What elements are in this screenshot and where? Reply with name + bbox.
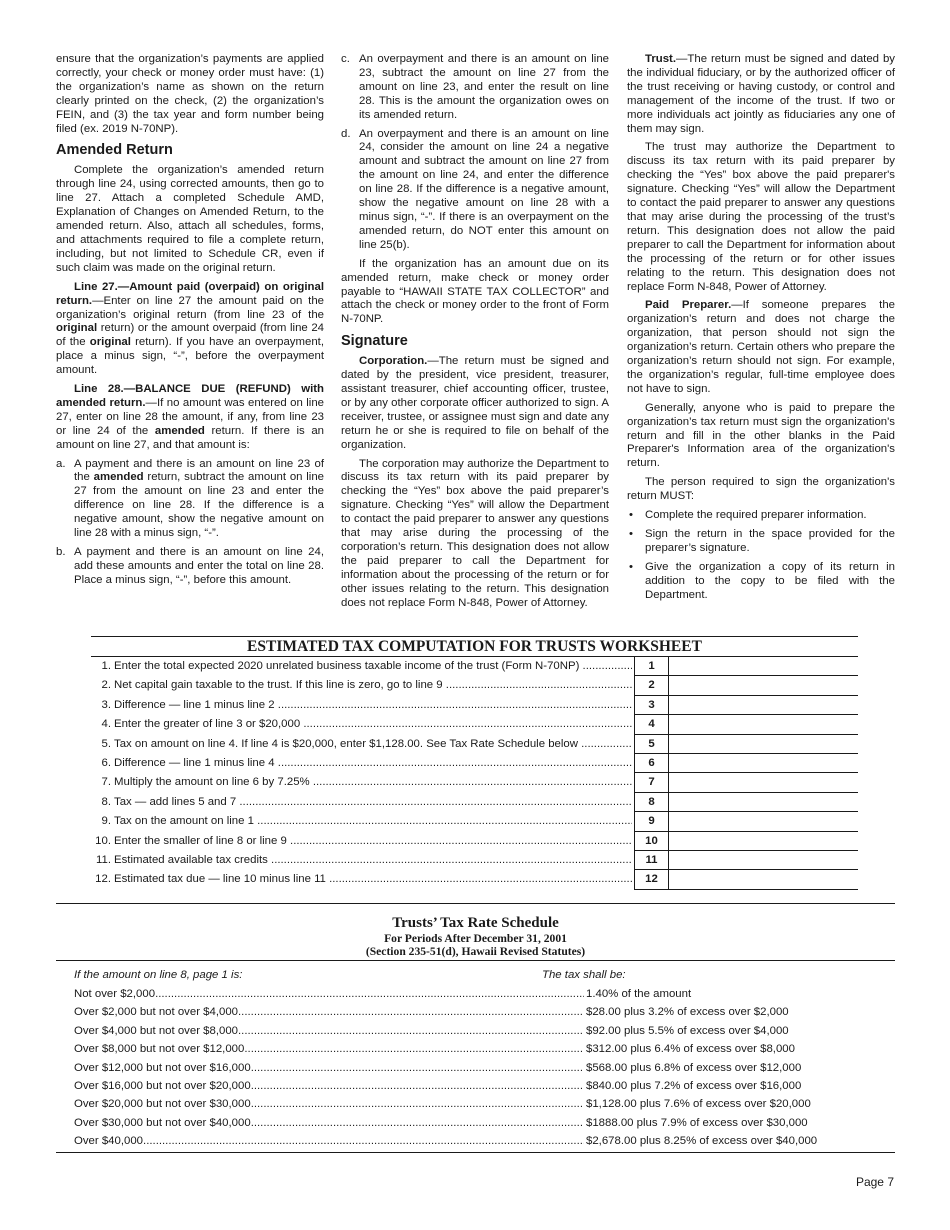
line-number-box: 2: [634, 676, 669, 695]
rate-row: Over $2,000 but not over $4,000 ..... $28.00 plus 3.2% of excess over $2,000: [74, 1003, 864, 1021]
rate-schedule-header: [56, 915, 895, 958]
amended-return-paragraph: Complete the organization’s amended return through line 24, using corrected amounts, then go to line 27. Attach a completed Schedule AMD, Explanation of Changes on Amended Return, to the amended return. Also, attach all schedules, forms, and attachments required to file a complete return, including, but not limited to Schedule CR, even if such claim was made on the original return.: [56, 164, 324, 274]
line-number-box: 4: [634, 715, 669, 734]
line-number-box: 1: [634, 657, 669, 676]
rate-schedule-rule: [56, 960, 895, 961]
signature-heading: Signature: [341, 333, 408, 350]
corporation-label: Corporation.: [359, 355, 428, 368]
rate-schedule-table: [74, 985, 864, 1151]
amount-due-paragraph: If the organization has an amount due on its amended return, make check or money order payable to “HAWAII STATE TAX COLLECTOR” and attach the check or money order to the front of Form N-70NP.: [341, 257, 609, 326]
corporation-paragraph: Corporation.—The return must be signed and dated by the president, vice president, treasurer, assistant treasurer, chief accounting officer, trustee, or by any other corporate officer authorized to sign. A receiver, trustee, or assignee must sign and date any return he or she is required to file on behalf of the organization.: [341, 355, 609, 451]
worksheet-row: 6. Difference — line 1 minus line 4 ..... 6: [91, 754, 858, 773]
paid-preparer-paragraph: Paid Preparer.—If someone prepares the organization’s return and does not charge the organization, that person should not sign the organization’s return. Certain others who prepare the organization’s return should not sign. For example, the organization’s regular, full-time employee does not have to sign.: [627, 299, 895, 395]
line27-heading: Line 27.—Amount paid (overpaid) on original return.: [56, 280, 324, 307]
rate-row: Not over $2,000 ..... 1.40% of the amount: [74, 985, 864, 1003]
line-number-box: 12: [634, 870, 669, 889]
must-paragraph: The person required to sign the organization's return MUST:: [627, 476, 895, 503]
worksheet-row: 4. Enter the greater of line 3 or $20,000 ..... 4: [91, 715, 858, 734]
line-number-box: 8: [634, 793, 669, 812]
line-number-box: 7: [634, 773, 669, 792]
rate-row: Over $20,000 but not over $30,000 ..... $1,128.00 plus 7.6% of excess over $20,000: [74, 1095, 864, 1113]
column-right: [627, 53, 895, 608]
amount-entry-field[interactable]: [669, 832, 858, 851]
line-number-box: 9: [634, 812, 669, 831]
amount-entry-field[interactable]: [669, 696, 858, 715]
worksheet-row: 7. Multiply the amount on line 6 by 7.25% ..... 7: [91, 773, 858, 792]
paid-preparer-label: Paid Preparer.: [645, 299, 732, 312]
worksheet-row: 8. Tax — add lines 5 and 7 ..... 8: [91, 793, 858, 812]
list-item-b: b. A payment and there is an amount on line 24, add these amounts and enter the total on line 28. Place a minus sign, “-”, before this amount.: [56, 546, 324, 586]
rate-schedule-title: Trusts’ Tax Rate Schedule: [392, 915, 559, 931]
column-middle: [341, 53, 609, 616]
worksheet-row: 3. Difference — line 1 minus line 2 ..... 3: [91, 696, 858, 715]
amount-entry-field[interactable]: [669, 812, 858, 831]
section-divider: [56, 903, 895, 904]
worksheet-row: 2. Net capital gain taxable to the trust. If this line is zero, go to line 9 ..... 2: [91, 676, 858, 695]
amount-entry-field[interactable]: [669, 754, 858, 773]
bullet-icon: •: [629, 528, 633, 540]
line28-heading: Line 28.—BALANCE DUE (REFUND) with: [74, 383, 324, 396]
bullet-item: • Give the organization a copy of its return in addition to the copy to be filed with the Department.: [629, 560, 895, 601]
trust-label: Trust.: [645, 53, 677, 65]
amount-entry-field[interactable]: [669, 851, 858, 870]
column-left: [56, 53, 324, 593]
bullet-item: • Complete the required preparer information.: [629, 509, 867, 522]
worksheet-row: 9. Tax on the amount on line 1 ..... 9: [91, 812, 858, 831]
bullet-icon: •: [629, 560, 633, 573]
list-item-a: a. A payment and there is an amount on line 23 of the amended return, subtract the amount on line 27 from the amount on line 23 and enter the difference on line 28. If the difference is a negative amount, show the negative amount on line 28 with a minus sign, “-”.: [56, 457, 325, 540]
line-number-box: 5: [634, 735, 669, 754]
line-number-box: 11: [634, 851, 669, 870]
amended-return-heading: Amended Return: [56, 142, 173, 159]
amount-entry-field[interactable]: [669, 793, 858, 812]
generally-paragraph: Generally, anyone who is paid to prepare the organization’s tax return must sign the organization's return and fill in the other blanks in the Paid Preparer's Information area of the organization's return.: [627, 401, 895, 470]
bullet-icon: •: [629, 509, 633, 522]
line28-paragraph: Line 28.—BALANCE DUE (REFUND) with amended return.—If no amount was entered on line 27, enter on line 28 the amount, if any, from line 23 or line 24 of the amended return. If there is an amount on line 27, and that amount is:: [56, 383, 325, 451]
line27-paragraph: Line 27.—Amount paid (overpaid) on original return.—Enter on line 27 the amount paid on the organization’s original return (from line 23 of the original return) or the amount overpaid (from line 24 of the original return). If you have an overpayment, place a minus sign, “-”, before the overpayment amount.: [56, 280, 324, 377]
amount-entry-field[interactable]: [669, 735, 858, 754]
payment-note-paragraph: ensure that the organization’s payments are applied correctly, your check or money order must have: (1) the organization’s name as shown on the return clearly printed on the check, (2) the organization’s FEIN, and (3) the tax year and form number being filed (ex. 2019 N-70NP).: [56, 53, 324, 135]
estimated-tax-worksheet: [91, 636, 858, 890]
page-number: Page 7: [855, 1175, 894, 1189]
list-item-c: c. An overpayment and there is an amount on line 23, subtract the amount on line 27 from the amount on line 23, and enter the result on line 28. This is the amount the organization owes on its amended return.: [341, 53, 609, 121]
amount-entry-field[interactable]: [669, 870, 858, 889]
column-header-amount: If the amount on line 8, page 1 is:: [74, 969, 243, 981]
worksheet-title: ESTIMATED TAX COMPUTATION FOR TRUSTS WORKSHEET: [91, 636, 858, 657]
line-number-box: 6: [634, 754, 669, 773]
rate-row: Over $12,000 but not over $16,000 ..... $568.00 plus 6.8% of excess over $12,000: [74, 1059, 864, 1077]
bullet-item: • Sign the return in the space provided for the preparer’s signature.: [629, 528, 895, 554]
line-number-box: 10: [634, 832, 669, 851]
worksheet-row: 12. Estimated tax due — line 10 minus line 11 ..... 12: [91, 870, 858, 889]
corporation-authorize-paragraph: The corporation may authorize the Department to discuss its tax return with its paid preparer by checking the “Yes” box above the paid preparer’s signature. Checking “Yes” will allow the Department to contact the paid preparer to answer any questions that may arise during the processing of the corporation’s return. This designation does not allow the paid preparer to call the Department for information about the processing of the return or for other issues relating to the return. This designation does not replace Form N-848, Power of Attorney.: [341, 457, 609, 609]
worksheet-row: 1. Enter the total expected 2020 unrelated business taxable income of the trust (Form N-70NP) ..... 1: [91, 657, 858, 676]
amount-entry-field[interactable]: [669, 773, 858, 792]
worksheet-row: 11. Estimated available tax credits ..... 11: [91, 851, 858, 870]
column-header-tax: The tax shall be:: [542, 969, 626, 981]
trust-paragraph: Trust.—The return must be signed and dated by the individual fiduciary, or by the authorized officer of the trust receiving or having custody, or control and management of the income of the trust. If two or more individuals act jointly as fiduciaries any one of them may sign.: [627, 53, 895, 135]
rate-row: Over $30,000 but not over $40,000 ..... $1888.00 plus 7.9% of excess over $30,000: [74, 1114, 864, 1132]
rate-schedule-subtitle: For Periods After December 31, 2001: [384, 932, 567, 945]
rate-row: Over $40,000 ..... $2,678.00 plus 8.25% of excess over $40,000: [74, 1132, 864, 1150]
amount-entry-field[interactable]: [669, 715, 858, 734]
line-number-box: 3: [634, 696, 669, 715]
worksheet-row: 5. Tax on amount on line 4. If line 4 is $20,000, enter $1,128.00. See Tax Rate Schedule below ..... 5: [91, 735, 858, 754]
list-item-d: d. An overpayment and there is an amount on line 24, consider the amount on line 24 a negative amount and subtract the amount on line 27 from the amount on line 24, and enter the difference on line 28. If the difference is a negative amount, show the negative amount on line 28 with a minus sign, “-”. If there is an overpayment on the amended return, do NOT enter this amount on line 25(b).: [341, 127, 609, 251]
amount-entry-field[interactable]: [669, 676, 858, 695]
rate-row: Over $4,000 but not over $8,000 ..... $92.00 plus 5.5% of excess over $4,000: [74, 1022, 864, 1040]
trust-authorize-paragraph: The trust may authorize the Department to discuss its tax return with its paid preparer by checking the “Yes” box above the paid preparer's signature. Checking “Yes” will allow the Department to contact the paid preparer to answer any questions that may arise during the processing of the trust’s return. This designation does not allow the paid preparer to call the Department for information about the processing of the return or for other issues relating to the return. This designation does not replace Form N-848, Power of Attorney.: [627, 141, 895, 293]
rate-schedule-bottom-rule: [56, 1152, 895, 1153]
rate-row: Over $8,000 but not over $12,000 ..... $312.00 plus 6.4% of excess over $8,000: [74, 1040, 864, 1058]
rate-schedule-statute: (Section 235-51(d), Hawaii Revised Statutes): [365, 945, 586, 958]
amount-entry-field[interactable]: [669, 657, 858, 676]
rate-row: Over $16,000 but not over $20,000 ..... $840.00 plus 7.2% of excess over $16,000: [74, 1077, 864, 1095]
worksheet-row: 10. Enter the smaller of line 8 or line 9 ..... 10: [91, 832, 858, 851]
